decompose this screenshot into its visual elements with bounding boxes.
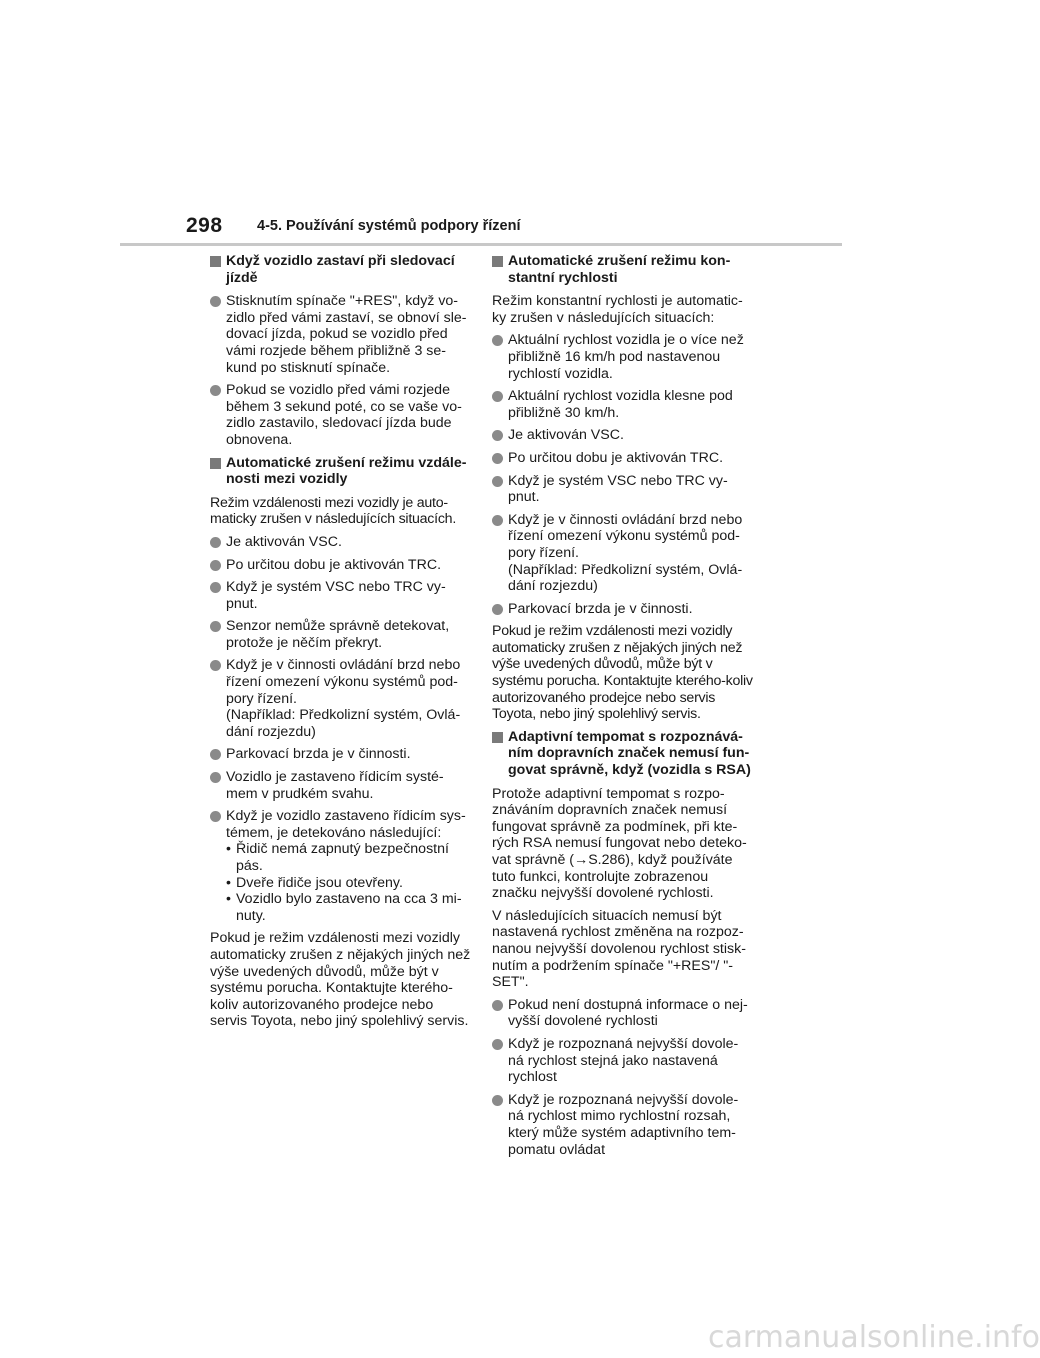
list-item: Když je systém VSC nebo TRC vy-pnut.	[210, 579, 472, 612]
circle-bullet-icon	[492, 335, 503, 346]
note: (Například: Předkolizní systém, Ovlá-dání rozjezdu)	[508, 561, 743, 595]
list-item: Parkovací brzda je v činnosti.	[210, 746, 472, 763]
heading: Adaptivní tempomat s rozpoznává-ním dopravních značek nemusí fun-govat správně, když (vozidla s RSA)	[492, 729, 754, 779]
circle-bullet-icon	[210, 621, 221, 632]
circle-bullet-icon	[210, 811, 221, 822]
right-column	[492, 253, 754, 1164]
note: (Například: Předkolizní systém, Ovlá-dání rozjezdu)	[226, 707, 461, 740]
list-item: Po určitou dobu je aktivován TRC.	[210, 557, 472, 574]
header-rule	[120, 243, 842, 246]
list-item: Když je systém VSC nebo TRC vy-pnut.	[492, 473, 754, 506]
circle-bullet-icon	[210, 296, 221, 307]
list-item: Je aktivován VSC.	[492, 427, 754, 444]
circle-bullet-icon	[492, 604, 503, 615]
left-column	[210, 253, 472, 1036]
list-item: Když je rozpoznaná nejvyšší dovole-ná rychlost stejná jako nastavená rychlost	[492, 1036, 754, 1086]
list-item: Parkovací brzda je v činnosti.	[492, 601, 754, 618]
circle-bullet-icon	[210, 749, 221, 760]
list-item: Aktuální rychlost vozidla klesne pod přibližně 30 km/h.	[492, 388, 754, 421]
list-item: Když je vozidlo zastaveno řídicím sys-témem, je detekováno následující: • Řidič nemá zapnutý bezpečnostní pás. • Dveře řidiče jsou otevřeny. • Vozidlo bylo zastaveno na cca 3 mi-nuty.	[210, 808, 472, 924]
circle-bullet-icon	[210, 560, 221, 571]
paragraph: Režim vzdálenosti mezi vozidly je auto-maticky zrušen v následujících situacích.	[210, 494, 457, 528]
paragraph: Pokud je režim vzdálenosti mezi vozidly automaticky zrušen z nějakých jiných než výše uvedených důvodů, může být v systému porucha. Kontaktujte kterého-koliv autorizovaného prodejce nebo servis Toyota, nebo jiný spolehlivý servis.	[210, 930, 471, 1030]
watermark-logo: carmanualsonline.info	[708, 1320, 1040, 1355]
list-item: Když je v činnosti ovládání brzd nebo řízení omezení výkonu systémů pod-pory řízení. (Například: Předkolizní systém, Ovlá-dání rozjezdu)	[210, 657, 472, 740]
list-item: Když je v činnosti ovládání brzd nebo řízení omezení výkonu systémů pod-pory řízení. (Například: Předkolizní systém, Ovlá-dání rozjezdu)	[492, 512, 754, 595]
paragraph: V následujících situacích nemusí být nastavená rychlost změněna na rozpoz-nanou nejvyšší dovolenou rychlost stisk-nutím a podržením spínače "+RES"/ "-SET".	[492, 907, 746, 991]
heading: Když vozidlo zastaví při sledovací jízdě	[210, 253, 472, 286]
paragraph: Režim konstantní rychlosti je automatic-ky zrušen v následujících situacích:	[492, 293, 743, 326]
circle-bullet-icon	[210, 537, 221, 548]
circle-bullet-icon	[210, 582, 221, 593]
circle-bullet-icon	[492, 476, 503, 487]
list-item: Pokud není dostupná informace o nej-vyšší dovolené rychlosti	[492, 997, 754, 1030]
circle-bullet-icon	[492, 1095, 503, 1106]
section-title: 4-5. Používání systémů podpory řízení	[257, 218, 521, 234]
circle-bullet-icon	[210, 772, 221, 783]
square-bullet-icon	[492, 732, 503, 743]
heading: Automatické zrušení režimu vzdále-nosti mezi vozidly	[210, 455, 472, 488]
circle-bullet-icon	[492, 1039, 503, 1050]
circle-bullet-icon	[210, 385, 221, 396]
sub-item: • Řidič nemá zapnutý bezpečnostní pás.	[226, 841, 449, 874]
circle-bullet-icon	[492, 453, 503, 464]
list-item: Když je rozpoznaná nejvyšší dovole-ná rychlost mimo rychlostní rozsah, který může systém adaptivního tem-pomatu ovládat	[492, 1092, 754, 1158]
square-bullet-icon	[492, 256, 503, 267]
paragraph: Protože adaptivní tempomat s rozpo-znáváním dopravních značek nemusí fungovat správně za podmínek, při kte-rých RSA nemusí fungovat nebo deteko-vat správně (→S.286), když používáte tuto funkci, kontrolujte zobrazenou značku nejvyšší dovolené rychlosti.	[492, 785, 747, 902]
list-item: Je aktivován VSC.	[210, 534, 472, 551]
square-bullet-icon	[210, 458, 221, 469]
paragraph: Pokud je režim vzdálenosti mezi vozidly automaticky zrušen z nějakých jiných než výše uvedených důvodů, může být v systému porucha. Kontaktujte kterého-koliv autorizovaného prodejce nebo servis Toyota, nebo jiný spolehlivý servis.	[492, 623, 753, 723]
list-item: Stisknutím spínače "+RES", když vo-zidlo před vámi zastaví, se obnoví sle-dovací jízda, pokud se vozidlo před vámi rozjede během přibližně 3 se-kund po stisknutí spínače.	[210, 293, 472, 376]
list-item: Senzor nemůže správně detekovat, protože je něčím překryt.	[210, 618, 472, 651]
circle-bullet-icon	[210, 660, 221, 671]
page-header	[0, 0, 960, 250]
list-item: Po určitou dobu je aktivován TRC.	[492, 450, 754, 467]
list-item: Aktuální rychlost vozidla je o více než přibližně 16 km/h pod nastavenou rychlostí vozidla.	[492, 332, 754, 382]
sub-item: • Vozidlo bylo zastaveno na cca 3 mi-nuty.	[226, 891, 462, 924]
square-bullet-icon	[210, 256, 221, 267]
list-item: Pokud se vozidlo před vámi rozjede během 3 sekund poté, co se vaše vo-zidlo zastavilo, sledovací jízda bude obnovena.	[210, 382, 472, 448]
circle-bullet-icon	[492, 1000, 503, 1011]
page-number: 298	[186, 214, 223, 237]
heading: Automatické zrušení režimu kon-stantní rychlosti	[492, 253, 754, 286]
circle-bullet-icon	[492, 430, 503, 441]
circle-bullet-icon	[492, 515, 503, 526]
sub-item: • Dveře řidiče jsou otevřeny.	[226, 874, 403, 891]
circle-bullet-icon	[492, 391, 503, 402]
list-item: Vozidlo je zastaveno řídicím systé-mem v prudkém svahu.	[210, 769, 472, 802]
